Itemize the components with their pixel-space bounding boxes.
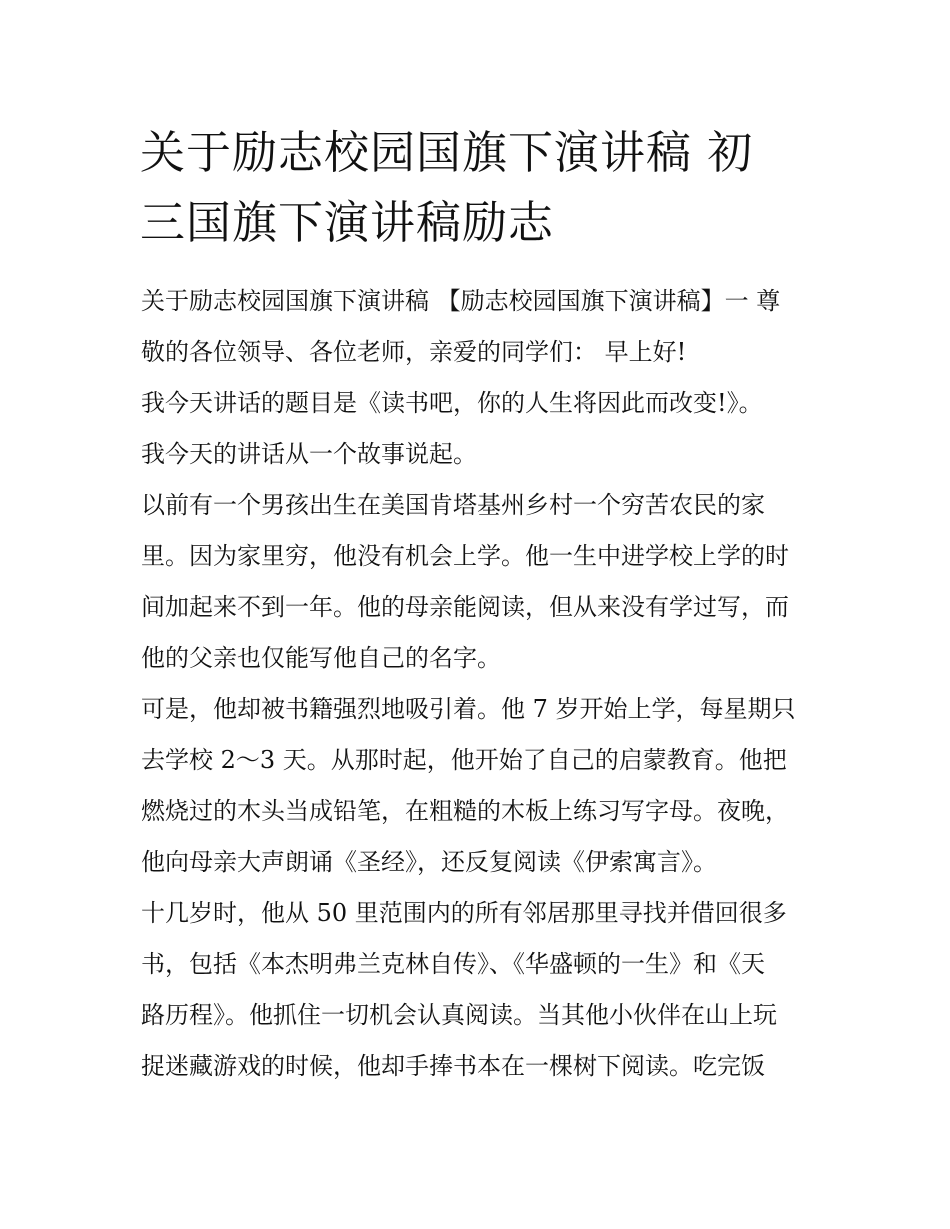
- body-line: 书，包括《本杰明弗兰克林自传》、《华盛顿的一生》和《天: [141, 950, 765, 978]
- body-line: 敬的各位领导、各位老师，亲爱的同学们： 早上好!: [141, 338, 687, 366]
- body-line: 可是，他却被书籍强烈地吸引着。他 7 岁开始上学，每星期只: [141, 695, 796, 723]
- title-line: 关于励志校园国旗下演讲稿 初: [140, 126, 754, 179]
- body-line: 捉迷藏游戏的时候，他却手捧书本在一棵树下阅读。吃完饭: [141, 1052, 765, 1080]
- body-line: 间加起来不到一年。他的母亲能阅读，但从来没有学过写，而: [141, 593, 789, 621]
- body-line: 我今天的讲话从一个故事说起。: [141, 440, 477, 468]
- body-line: 关于励志校园国旗下演讲稿 【励志校园国旗下演讲稿】一 尊: [141, 287, 781, 315]
- body-line: 去学校 2～3 天。从那时起，他开始了自己的启蒙教育。他把: [141, 746, 787, 774]
- body-line: 他的父亲也仅能写他自己的名字。: [141, 644, 501, 672]
- title-line: 三国旗下演讲稿励志: [140, 196, 555, 249]
- body-line: 燃烧过的木头当成铅笔，在粗糙的木板上练习写字母。夜晚，: [141, 797, 789, 825]
- body-line: 我今天讲话的题目是《读书吧，你的人生将因此而改变!》。: [141, 389, 763, 417]
- body-line: 十几岁时，他从 50 里范围内的所有邻居那里寻找并借回很多: [141, 899, 787, 927]
- body-line: 他向母亲大声朗诵《圣经》，还反复阅读《伊索寓言》。: [141, 848, 717, 876]
- body-line: 以前有一个男孩出生在美国肯塔基州乡村一个穷苦农民的家: [141, 491, 765, 519]
- document-title: [140, 118, 820, 258]
- body-line: 里。因为家里穷，他没有机会上学。他一生中进学校上学的时: [141, 542, 789, 570]
- document-body: [141, 279, 821, 1095]
- body-line: 路历程》。他抓住一切机会认真阅读。当其他小伙伴在山上玩: [141, 1001, 777, 1029]
